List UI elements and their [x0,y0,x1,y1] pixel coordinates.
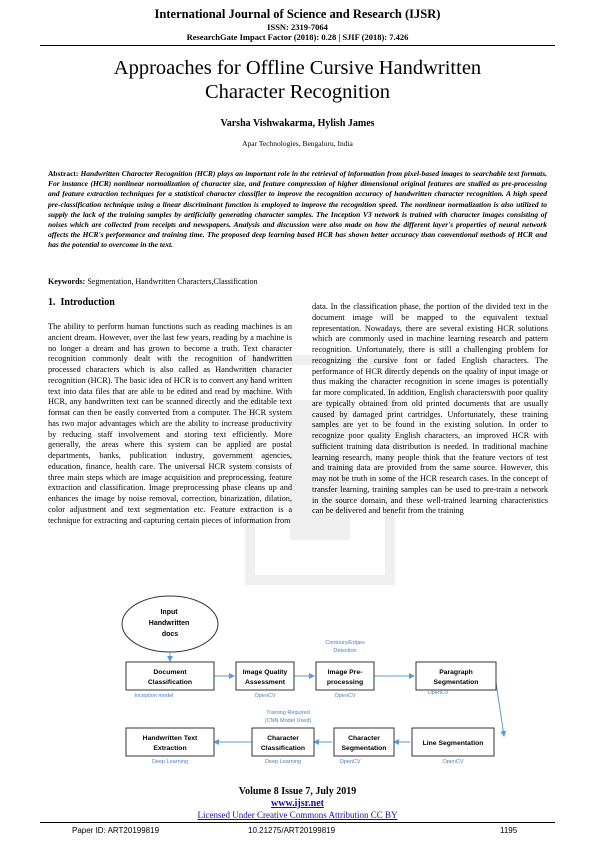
footer-volume: Volume 8 Issue 7, July 2019 [238,786,357,797]
title-line-2: Character Recognition [204,81,390,103]
section-number: 1. [48,297,56,308]
iqa-label: Image Quality Assessment [242,669,288,686]
journal-header [0,0,595,46]
ann-contours: Contours/Edges Detection [325,640,365,654]
authors: Varsha Vishwakarma, Hylish James [220,118,375,129]
impact-factor: ResearchGate Impact Factor (2018): 0.28 | SJIF (2018): 7.426 [186,32,409,42]
left-column-text: The ability to perform human functions such as reading machines is an ancient dream. However, over the last few years, reading by a machine is no longer a dream and has grown to become a truth. Text character recognition commonly dealt with the recognition of handwritten processed characters which is also called as Handwritten character recognition (HCR). The basic idea of HCR is to convert any hand written text into data files that are able to be edited and read by machine. With HCR, any handwritten text can be scanned directly and the editable text format can then be easily converted from a computer. The HCR system has two major advantages which are the ability to increase productivity by reducing staff involvement and storing text efficiently. More generally, the areas where this system can be applied are postal departments, banks, publication industry, government agencies, education, finance, health care. The universal HCR system consists of three main steps which are image acquisition and preprocessing, feature extraction and classification. Image preprocessing phase cleans up and enhances the image by noise removal, correction, binarization, dilation, color adjustment and text segmentation etc. Feature extraction is a technique for extracting and capturing certain pieces of information from [48,322,292,525]
footer-page-number: 1195 [500,826,518,835]
ann-opencv-iqa: OpenCV [254,693,276,699]
section-heading [48,297,115,308]
start-node-line-3: docs [161,631,179,638]
char-seg-label: Character Segmentation [341,735,387,752]
journal-name: International Journal of Science and Research (IJSR) [154,7,441,21]
ann-opencv-pre: OpenCV [334,693,356,699]
hw-extract-label: Handwritten Text Extraction [142,735,198,752]
footer-rule [40,822,555,823]
section-title: Introduction [60,297,115,308]
issn: ISSN: 2319-7064 [267,22,328,32]
keywords-text: Segmentation, Handwritten Characters,Classification [87,277,258,286]
ann-opencv-para: OpenCV [427,690,449,696]
line-seg-label: Line Segmentation [422,740,484,747]
footer-doi: 10.21275/ART20199819 [248,826,336,835]
ann-opencv-line: OpenCV [442,759,464,765]
abstract [48,169,547,251]
ann-deep-hw: Deep Learning [151,759,189,765]
start-node-line-2: Handwritten [148,620,190,627]
right-column-text: data. In the classification phase, the portion of the divided text in the document image will be mapped to the equivalent textual representation. Nowadays, there are several existing HCR solutions which are commonly used in machine learning research and pattern recognition. Unfortunately, there is still a challenging problem for recognizing the cursive font or faded English characters. The performance of HCR directly depends on the quality of input image or thus making the character recognition in scene images is potentially far more complicated. In addition, English characterswith poor quality are typically obtained from old printed documents that are usually caused by damaged print cartridges. Unfortunately, these training samples are yet to be found in the existing solution. In order to recognize poor quality English characters, an improved HCR with sufficient training data distribution is needed. In traditional machine learning research, many people think that the feature vectors of test and training data are provided from the same source. However, this may not be truth in some of the HCR research cases. In the concept of transfer learning, training samples can be used to pre-train a network in the source domain, and these well-trained learning characteristics can be delivered and benefit from the training [312,302,548,516]
char-class-label: Character Classification [260,735,306,752]
title-line-1: Approaches for Offline Cursive Handwritten [113,57,482,79]
abstract-text: Handwritten Character Recognition (HCR) plays an important role in the retrieval of information from pixel-based images to searchable text formats. For instance (HCR) nonlinear normalization of character size, and feature compression of higher dimensional original features are studied as pre-processing and feature extraction techniques for a statistical character classifier to improve the recognition accuracy of handwritten character recognition. A high speed pre-classification technique using a linear discriminant function is employed to improve the recognition speed. The nonlinear normalization is also utilized to supply the lack of the training samples by artificially generating character samples. The Inception V3 network is trained with character images consisting of noises which are collected from receipts and newspapers. Analysis and discussion were also made on how the different layer's properties of neural network affects the HCR's performance and training time. The proposed deep learning based HCR has shown better accuracy than conventional methods of HCR and has the potential to overcome in the text. [48,169,547,250]
header-rule [40,45,555,46]
keywords-label: Keywords: [48,277,86,286]
ann-deep-char: Deep Learning [264,759,302,765]
footer-website-link[interactable]: www.ijsr.net [271,798,324,809]
para-seg-label: Paragraph Segmentation [433,669,479,686]
affiliation: Apar Technologies, Bengaluru, India [242,139,353,148]
start-node-line-1: Input [160,609,178,616]
pipeline-flowchart [110,594,510,766]
footer-paper-id: Paper ID: ART20199819 [72,826,160,835]
keywords [48,277,547,286]
paper-title [40,56,555,104]
preproc-label: Image Pre-processing [326,669,364,686]
footer-license-link[interactable]: Licensed Under Creative Commons Attribution CC BY [197,810,398,820]
abstract-label: Abstract: [48,169,79,178]
ann-opencv-seg: OpenCV [339,759,361,765]
ann-training: Training Required (CNN Model Used) [264,710,312,724]
ann-inception: Inception model [134,693,174,699]
doc-class-label: Document Classification [147,669,193,686]
